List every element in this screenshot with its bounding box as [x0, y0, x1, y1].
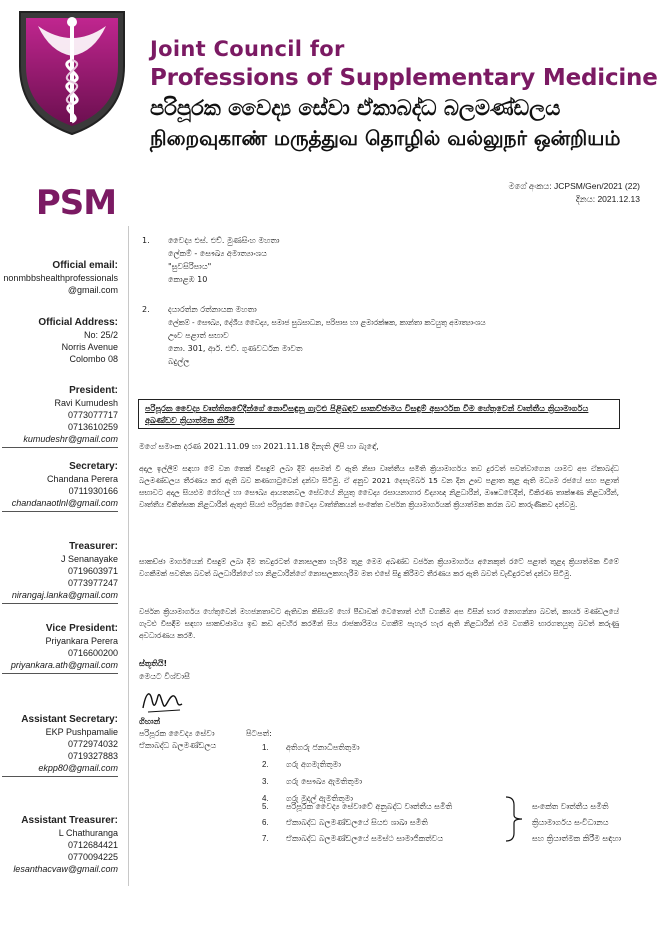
officer-president: [2, 384, 118, 448]
copy-item: ඒකාබද්ධ බලමණ්ඩලයේ සියළු ශාඛා සමිති: [286, 818, 428, 827]
copy-number: 6.: [262, 818, 269, 827]
addressee-2-line: දයාරත්න රත්නායක මහතා: [168, 305, 257, 314]
divider: [2, 511, 118, 512]
addressee-1-line: ලේකම් - සෞඛ්‍ය අමාත්‍යාංශය: [168, 249, 267, 258]
copy-item: ගරු මුදල් ඇමතිතුමා: [286, 794, 353, 803]
right-brace: [502, 795, 530, 843]
addressee-1-line: කොළඹ 10: [168, 275, 208, 284]
officer-phone: 0773977247: [67, 578, 118, 588]
address-line-1: No: 25/2: [83, 330, 118, 340]
org-name-sinhala: පරිපූරක වෛද්‍ය සේවා ඒකාබද්ධ බලමණ්ඩලය: [150, 96, 561, 120]
officer-name: J Senanayake: [60, 554, 118, 564]
email-line-2: @gmail.com: [67, 285, 118, 295]
ref-value: JCPSM/Gen/2021 (22): [554, 181, 640, 191]
copies-purpose-line: ක්‍රියාමාර්ගය සංවිධානය: [532, 818, 609, 827]
body-paragraph-3: වර්ජන ක්‍රියාමාර්ගය හේතුවෙන් මහජනතාවට ඇතිවන කිසියම් හෝ පීඩාවක් වෙතොත් එහි වගකීම අප විසින් භාර නොගන්නා බවත්, කාර්ය මණ්ඩලයේ ගැටළු විසඳීම සඳහා සාකච්ඡාමය ඉඩ කඩ අවහිර කරමින් සිය රාජකාරිමය වගකීම් පැහැර හැර ඇති නිළධාරීන් එම වගකීම භාරගතයුතු බවත් කරුණු අවධාරණය කරමි.: [139, 607, 619, 640]
psm-logo: [22, 184, 130, 218]
officer-phone: 0713610259: [67, 422, 118, 432]
copy-item: අතිගරු ජනාධිපතිතුමා: [286, 743, 360, 752]
officer-title: Treasurer:: [69, 541, 118, 552]
copy-number: 5.: [262, 802, 269, 811]
addressee-2-line: ලේකම් - සෞඛ්‍ය, දේශීය වෛද්‍ය, සමාජ සුබසාධන, පරිපාස හා ළමාරක්ෂක, කාන්තා කටයුතු අමාත්‍යාංශය: [168, 318, 486, 327]
letter-subject: පරිපූරක වෛද්‍ය වෘත්තිකවේදීන්ගේ නොවිසඳුනු ගැටළු පිළිබඳව සාකච්ඡාමය විසඳුම් අසාර්ථක වීම හේතුවෙන් වෘත්තීය ක්‍රියාමාර්ගය අඛණ්ඩව ක්‍රියාත්මක කිරීම: [138, 399, 620, 429]
date-value: 2021.12.13: [597, 194, 640, 204]
officer-name: Ravi Kumudesh: [54, 398, 118, 408]
copies-label: පිටපත්:: [246, 729, 272, 738]
column-divider: [128, 226, 129, 886]
address-heading: Official Address:: [38, 317, 118, 328]
copy-item: ගරු අගමැතිතුමා: [286, 760, 341, 769]
copy-item: ඒකාබද්ධ බලමණ්ඩලයේ සමස්ථ සාමාජිකත්වය: [286, 834, 444, 843]
officer-email: nirangaj.lanka@gmail.com: [11, 590, 118, 600]
signature: [140, 686, 186, 716]
divider: [2, 776, 118, 777]
officer-title: Vice President:: [45, 623, 118, 634]
copies-purpose-line: සහ ක්‍රියාත්මක කිරීම සඳහා: [532, 834, 622, 843]
divider: [2, 673, 118, 674]
addressee-2-line: බදුල්ල: [168, 357, 190, 366]
copy-item: ගරු සෞඛ්‍ය ඇමතිතුමා: [286, 777, 363, 786]
officer-phone: 0712684421: [67, 840, 118, 850]
addressee-1-line: "සුවසිරිපාය": [168, 262, 212, 271]
date-label: දිනය:: [575, 194, 596, 204]
officer-name: Chandana Perera: [46, 474, 118, 484]
copy-number: 7.: [262, 834, 269, 843]
officer-title: Assistant Secretary:: [21, 714, 118, 725]
officer-vice-president: [2, 622, 118, 674]
officer-email: chandanaotlnl@gmail.com: [11, 498, 118, 508]
address-line-3: Colombo 08: [69, 354, 118, 364]
svg-text:PSM: PSM: [35, 184, 117, 218]
officer-email: kumudeshr@gmail.com: [23, 434, 118, 444]
officer-title: Secretary:: [69, 461, 118, 472]
regards: මෙයට විශ්වාසී: [139, 672, 190, 681]
signer-role-line: පරිපූරක වෛද්‍ය සේවා: [139, 729, 215, 738]
addressee-1-number: 1.: [142, 236, 150, 245]
reference-block: [509, 180, 640, 206]
officer-phone: 0719327883: [67, 751, 118, 761]
copy-number: 4.: [262, 794, 269, 803]
officer-name: Priyankara Perera: [45, 636, 118, 646]
officer-name: EKP Pushpamalie: [45, 727, 118, 737]
email-line-1: nonmbbshealthprofessionals: [3, 273, 118, 283]
address-line-2: Norris Avenue: [61, 342, 118, 352]
copy-number: 2.: [262, 760, 269, 769]
officer-email: lesanthacvaw@gmail.com: [13, 864, 118, 874]
addressee-1-line: වෛද්‍ය එස්. එච්. මුණසිංහ මහතා: [168, 236, 280, 245]
body-paragraph-2: සාකච්ඡා මාර්ගයෙන් විසඳුම් ලබා දීම තවදුරටත් නොසලකා හැරීම තුළ මෙම අඛණ්ඩ වර්ජන ක්‍රියාමාර්ගය අනෙකුත් රටේ පළාත් තුළද ක්‍රියාත්මක වීමේ වගකීමක් පවතින බවත් බලධාරීන්ගේ හා නිළධාරීන්ගේ නොසලකාහැරීම මත එසේ සිදු කිරීමට තීරණය කර ඇති බවත් වැඩිදුරටත් දන්වා සිටිමු.: [139, 557, 619, 578]
reference-number-row: [509, 180, 640, 193]
officer-assistant-treasurer: [13, 814, 118, 875]
addressee-2-line: නො. 301, ආර්. එච්. ගුණවර්ධන මාවත: [168, 344, 303, 353]
body-paragraph-1: අදාල ඉල්ලීම් සඳහා මේ වන තෙක් විසඳුම් ලබා දීම් අසමත් වී ඇති නිසා වෘත්තීය සමිති ක්‍රියාමාර්ගය තව දුරටත් පවත්වාගෙන යාමට අප ඒකාබද්ධ බලමණ්ඩලය තීරණය කර ඇති බව කණගාටුවෙන් දන්වා සිටිමු. ඒ අනුව 2021 දෙසැම්බර් 15 වන දින ඌව පළාත කුළ ඇති මධ්‍යම රජයේ සහ පළාත් සභාවට අදාල සියළුම රෝහල් හා සෞඛ්‍ය ආයතනවල සේවයේ නියුතු වෛද්‍ය රසායනාගාර විද්‍යාඥ නිළධාරීන්, ඖෂධවේදීන්, විකිරණ තාක්ෂණ නිළධාරීන්, වෘත්තීය චිකිත්සක නිළධාරීන් ඇතුළු සියළු පරිපූරක වෛද්‍ය වෘත්තිකයන් සංකේත වර්ජන ක්‍රියාමාර්ගයක් ක්‍රියාත්මක කරන බව කාරුණිකව දන්වමු.: [139, 464, 619, 509]
ref-label: මගේ අංකය:: [508, 181, 552, 191]
council-logo: [14, 6, 130, 138]
email-heading: Official email:: [52, 260, 118, 271]
officer-phone: 0772974032: [67, 739, 118, 749]
reference-line: මගේ සමාංක දරණ 2021.11.09 හා 2021.11.18 දිනැති ලිපි හා බැඳේ,: [139, 442, 379, 451]
addressee-2-line: ඌව පළාත් සභාව: [168, 331, 229, 340]
officer-assistant-secretary: [2, 713, 118, 777]
officer-title: President:: [69, 385, 118, 396]
officer-phone: 0770094225: [67, 852, 118, 862]
copy-item: පරිපූරක වෛද්‍ය සේවාවේ අනුබද්ධ වෘත්තීය සමිති: [286, 802, 453, 811]
org-name-english-line1: Joint Council for: [150, 37, 345, 61]
officer-email: ekpp80@gmail.com: [38, 763, 118, 773]
addressee-2-number: 2.: [142, 305, 150, 314]
signer-name: ගිහාන්: [139, 717, 161, 726]
officer-secretary: [2, 460, 118, 512]
org-name-tamil: நிறைவுகாண் மருத்துவ தொழில் வல்லுநர் ஒன்றியம்: [150, 126, 621, 150]
divider: [2, 603, 118, 604]
officer-email: priyankara.ath@gmail.com: [10, 660, 118, 670]
copies-purpose-line: සංකේත වෘත්තීය සමිති: [532, 802, 609, 811]
copy-number: 1.: [262, 743, 269, 752]
officer-name: L Chathuranga: [58, 828, 118, 838]
officer-treasurer: [2, 540, 118, 604]
copy-number: 3.: [262, 777, 269, 786]
officer-phone: 0773077717: [67, 410, 118, 420]
officer-phone: 0719603971: [67, 566, 118, 576]
official-email-block: [3, 259, 118, 296]
officer-title: Assistant Treasurer:: [21, 815, 118, 826]
signer-role-line: ඒකාබද්ධ බලමණ්ඩලය: [139, 741, 217, 750]
divider: [2, 447, 118, 448]
officer-phone: 0711930166: [68, 486, 118, 496]
thanks: ස්තූතියි!: [139, 659, 168, 668]
org-name-english-line2: Professions of Supplementary Medicine: [150, 65, 658, 91]
official-address-block: [38, 316, 118, 365]
date-row: [509, 193, 640, 206]
officer-phone: 0716600200: [67, 648, 118, 658]
